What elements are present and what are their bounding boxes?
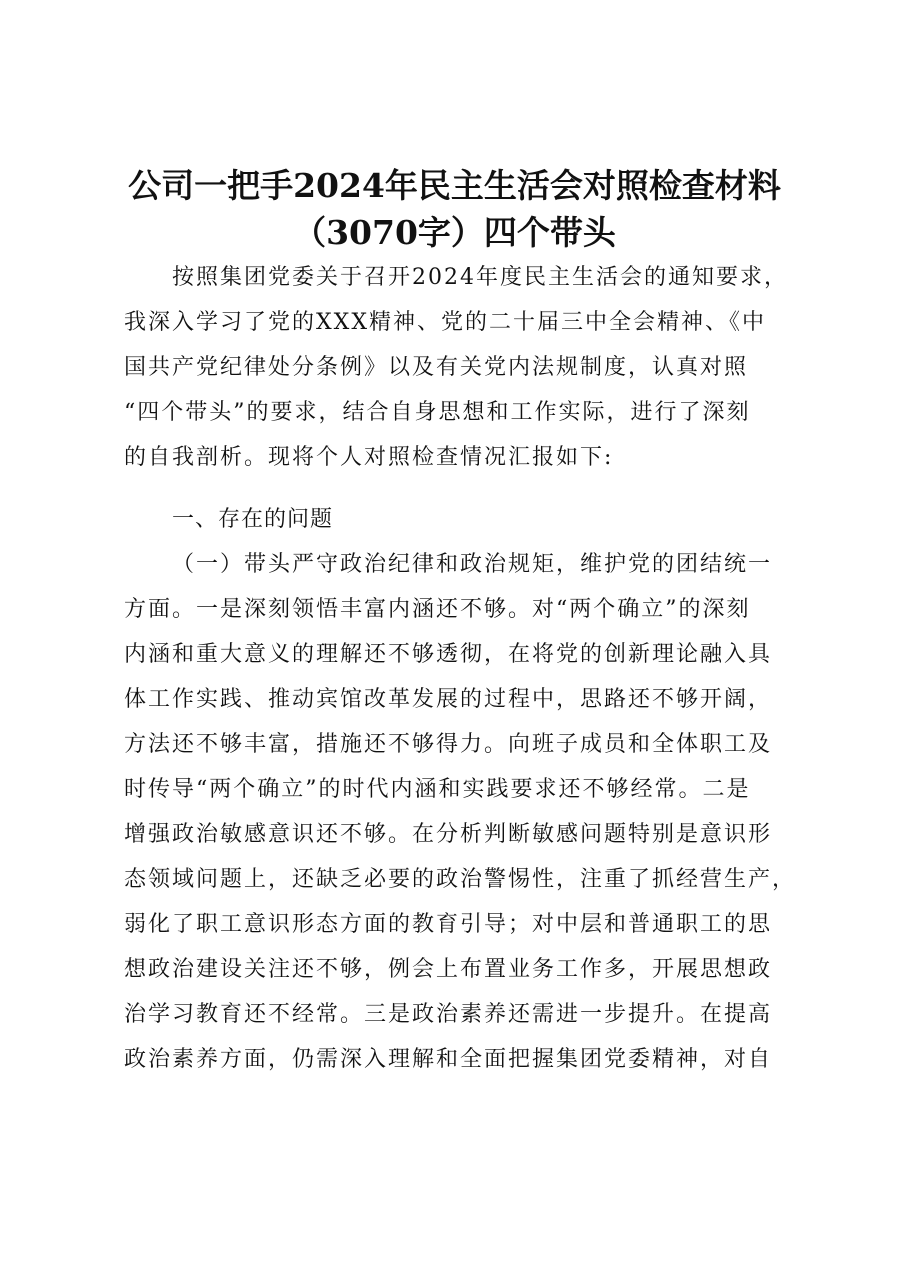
intro-line: 的自我剖析。现将个人对照检查情况汇报如下: <box>124 445 614 470</box>
section-line: 治学习教育还不经常。三是政治素养还需进一步提升。在提高 <box>124 1002 773 1027</box>
intro-line: 国共产党纪律处分条例》以及有关党内法规制度，认真对照 <box>124 355 749 380</box>
section-line: 体工作实践、推动宾馆改革发展的过程中，思路还不够开阔， <box>124 687 773 712</box>
section-line: 想政治建设关注还不够，例会上布置业务工作多，开展思想政 <box>124 957 773 982</box>
section-heading: 一、存在的问题 <box>172 507 334 532</box>
intro-line: 按照集团党委关于召开2024年度民主生活会的通知要求， <box>172 265 788 290</box>
document-title-line-2: （3070字）四个带头 <box>293 213 616 252</box>
section-line: （一）带头严守政治纪律和政治规矩，维护党的团结统一 <box>172 552 773 577</box>
section-line: 内涵和重大意义的理解还不够透彻，在将党的创新理论融入具 <box>124 642 773 667</box>
section-line: 增强政治敏感意识还不够。在分析判断敏感问题特别是意识形 <box>124 822 773 847</box>
section-line: 态领域问题上，还缺乏必要的政治警惕性，注重了抓经营生产， <box>124 867 797 892</box>
section-line: 时传导“两个确立”的时代内涵和实践要求还不够经常。二是 <box>124 777 751 802</box>
intro-line: “四个带头”的要求，结合自身思想和工作实际，进行了深刻 <box>124 400 751 425</box>
section-line: 方法还不够丰富，措施还不够得力。向班子成员和全体职工及 <box>124 732 773 757</box>
section-line: 方面。一是深刻领悟丰富内涵还不够。对“两个确立”的深刻 <box>124 597 751 622</box>
section-line: 政治素养方面，仍需深入理解和全面把握集团党委精神，对自 <box>124 1047 773 1072</box>
document-title-line-1: 公司一把手2024年民主生活会对照检查材料 <box>128 166 781 205</box>
intro-line: 我深入学习了党的XXX精神、党的二十届三中全会精神、《中 <box>124 310 766 335</box>
section-line: 弱化了职工意识形态方面的教育引导；对中层和普通职工的思 <box>124 912 773 937</box>
